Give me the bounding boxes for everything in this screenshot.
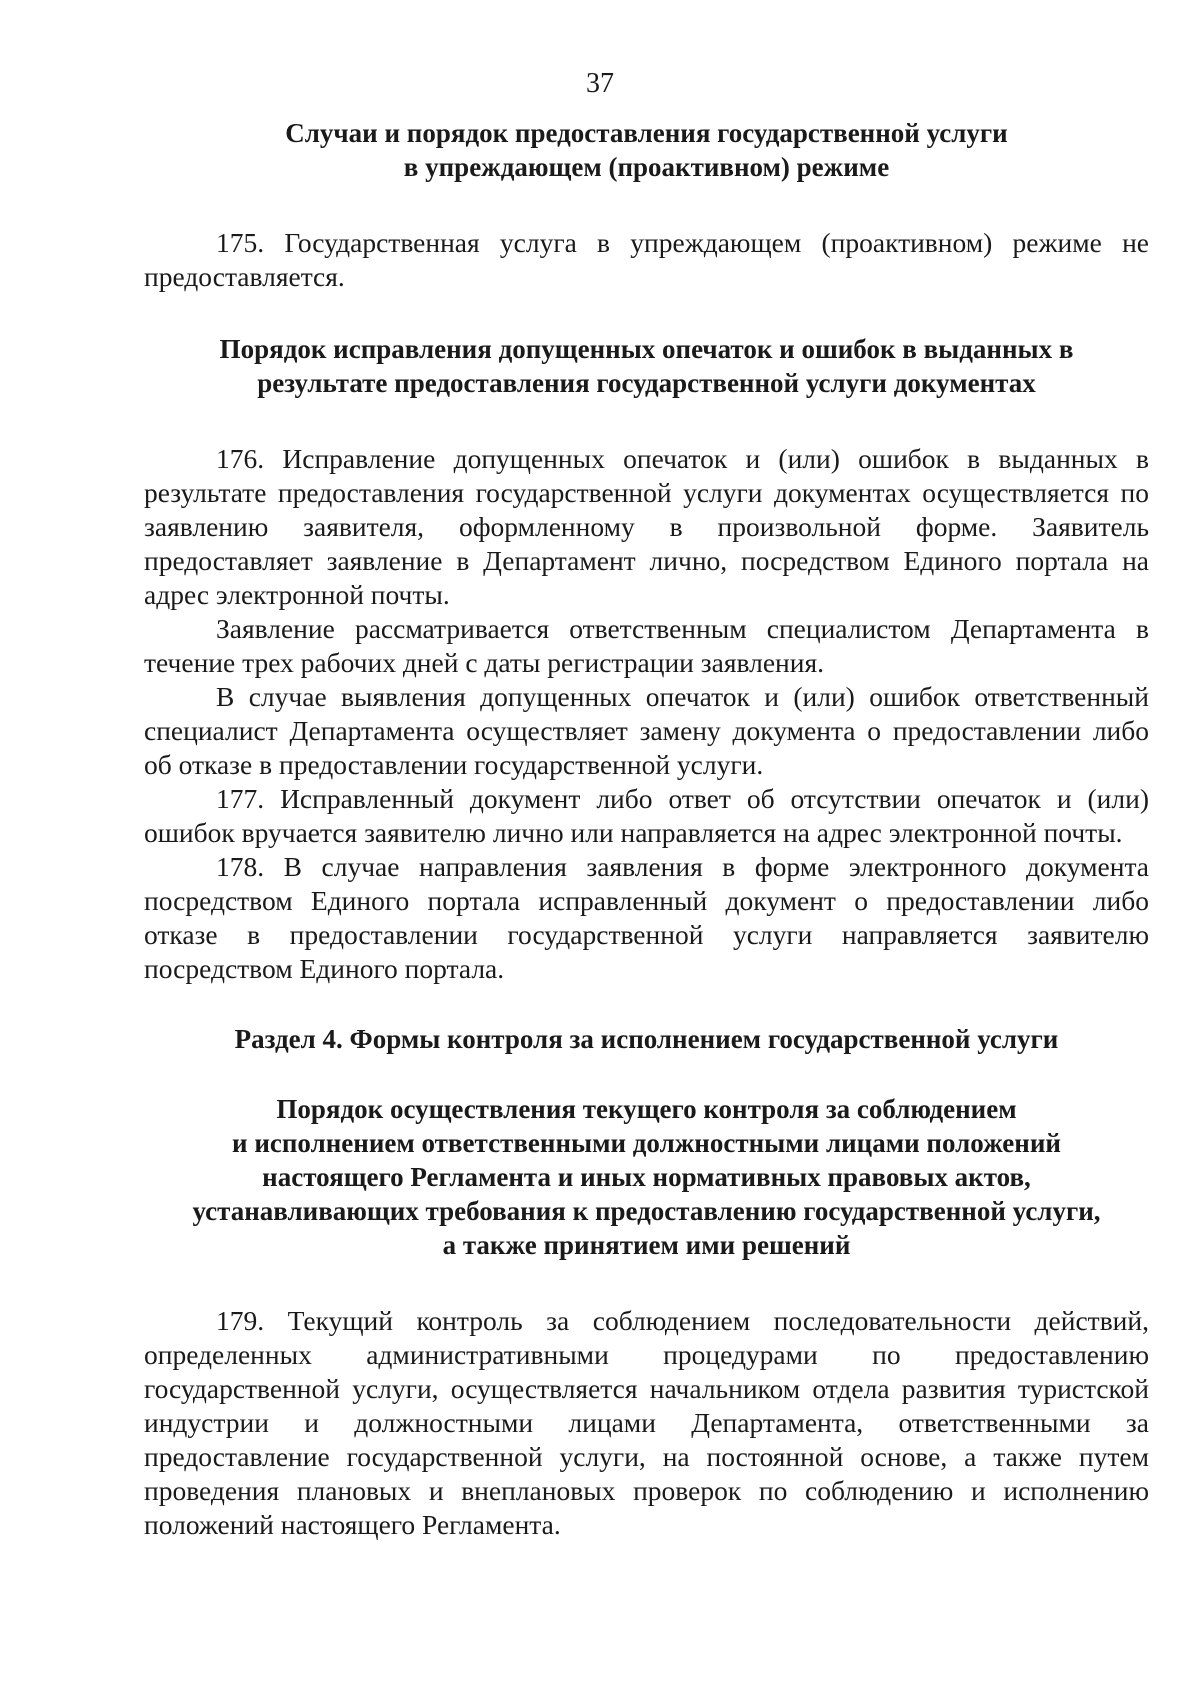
heading-proactive-mode	[144, 116, 1149, 184]
heading-line: в упреждающем (проактивном) режиме	[403, 152, 890, 182]
heading-line: Случаи и порядок предоставления государственной услуги	[285, 118, 1008, 148]
heading-current-control	[144, 1092, 1149, 1262]
paragraph-176-replacement: В случае выявления допущенных опечаток и (или) ошибок ответственный специалист Департамента осуществляет замену документа о предоставлении либо об отказе в предоставлении государственной услуги.	[144, 681, 1149, 780]
paragraph-179: 179. Текущий контроль за соблюдением последовательности действий, определенных административными процедурами по предоставлению государственной услуги, осуществляется начальником отдела развития туристской индустрии и должностными лицами Департамента, ответственными за предоставление государственной услуги, на постоянной основе, а также путем проведения плановых и внеплановых проверок по соблюдению и исполнению положений настоящего Регламента.	[144, 1305, 1149, 1540]
document-body	[144, 116, 1149, 1542]
paragraph-177: 177. Исправленный документ либо ответ об отсутствии опечаток и (или) ошибок вручается заявителю лично или направляется на адрес электронной почты.	[144, 783, 1149, 848]
heading-line: настоящего Регламента и иных нормативных правовых актов,	[262, 1162, 1031, 1192]
heading-line: а также принятием ими решений	[442, 1230, 851, 1260]
section-4-title: Раздел 4. Формы контроля за исполнением государственной услуги	[234, 1024, 1059, 1054]
heading-error-correction	[144, 332, 1149, 400]
paragraph-176: 176. Исправление допущенных опечаток и (или) ошибок в выданных в результате предоставления государственной услуги документах осуществляется по заявлению заявителя, оформленному в произвольной форме. Заявитель предоставляет заявление в Департамент лично, посредством Единого портала на адрес электронной почты.	[144, 443, 1149, 610]
paragraph-178: 178. В случае направления заявления в форме электронного документа посредством Единого портала исправленный документ о предоставлении либо отказе в предоставлении государственной услуги направляется заявителю посредством Единого портала.	[144, 851, 1149, 984]
heading-line: Порядок осуществления текущего контроля за соблюдением	[276, 1094, 1017, 1124]
heading-line: устанавливающих требования к предоставлению государственной услуги,	[192, 1196, 1101, 1226]
heading-line: результате предоставления государственной услуги документах	[257, 368, 1036, 398]
heading-line: Порядок исправления допущенных опечаток и ошибок в выданных в	[219, 334, 1074, 364]
paragraph-176-review: Заявление рассматривается ответственным специалистом Департамента в течение трех рабочих дней с даты регистрации заявления.	[144, 613, 1149, 678]
paragraph-175: 175. Государственная услуга в упреждающем (проактивном) режиме не предоставляется.	[144, 227, 1149, 292]
heading-line: и исполнением ответственными должностными лицами положений	[232, 1128, 1061, 1158]
page-number: 37	[586, 68, 614, 99]
